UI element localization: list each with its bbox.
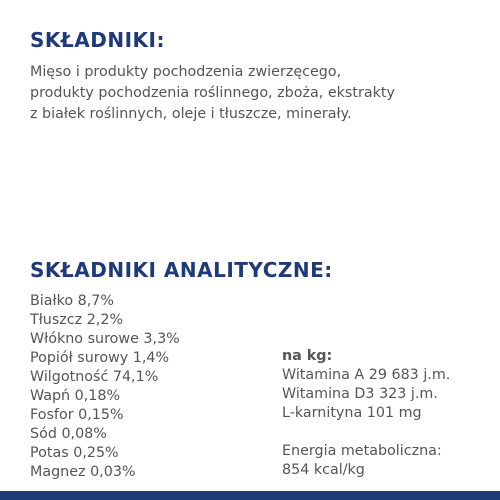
ingredients-line: Mięso i produkty pochodzenia zwierzęcego, (30, 64, 342, 80)
ingredients-text (30, 62, 480, 125)
nutrient-item: Sód 0,08% (30, 426, 107, 442)
nutrient-item: Włókno surowe 3,3% (30, 331, 180, 347)
spacer (282, 423, 450, 442)
nutrient-item: Białko 8,7% (30, 293, 114, 309)
analytical-heading: SKŁADNIKI ANALITYCZNE: (30, 258, 333, 282)
nutrient-item: Wapń 0,18% (30, 388, 121, 404)
nutrient-item: Magnez 0,03% (30, 464, 136, 480)
nutrient-item: Fosfor 0,15% (30, 407, 124, 423)
nutrient-item: Popiół surowy 1,4% (30, 350, 170, 366)
energy-value: 854 kcal/kg (282, 462, 365, 478)
nutrient-item: Potas 0,25% (30, 445, 119, 461)
ingredients-line: z białek roślinnych, oleje i tłuszcze, minerały. (30, 106, 352, 122)
nutrient-item: Wilgotność 74,1% (30, 369, 159, 385)
per-kg-list (282, 347, 450, 480)
ingredients-heading: SKŁADNIKI: (30, 28, 165, 52)
energy-label: Energia metaboliczna: (282, 443, 442, 459)
nutrient-list (30, 292, 180, 482)
vitamin-item: L-karnityna 101 mg (282, 405, 422, 421)
nutrient-item: Tłuszcz 2,2% (30, 312, 124, 328)
per-kg-label: na kg: (282, 348, 333, 364)
vitamin-item: Witamina D3 323 j.m. (282, 386, 438, 402)
vitamin-item: Witamina A 29 683 j.m. (282, 367, 451, 383)
ingredients-line: produkty pochodzenia roślinnego, zboża, ekstrakty (30, 85, 395, 101)
footer-band (0, 491, 500, 500)
